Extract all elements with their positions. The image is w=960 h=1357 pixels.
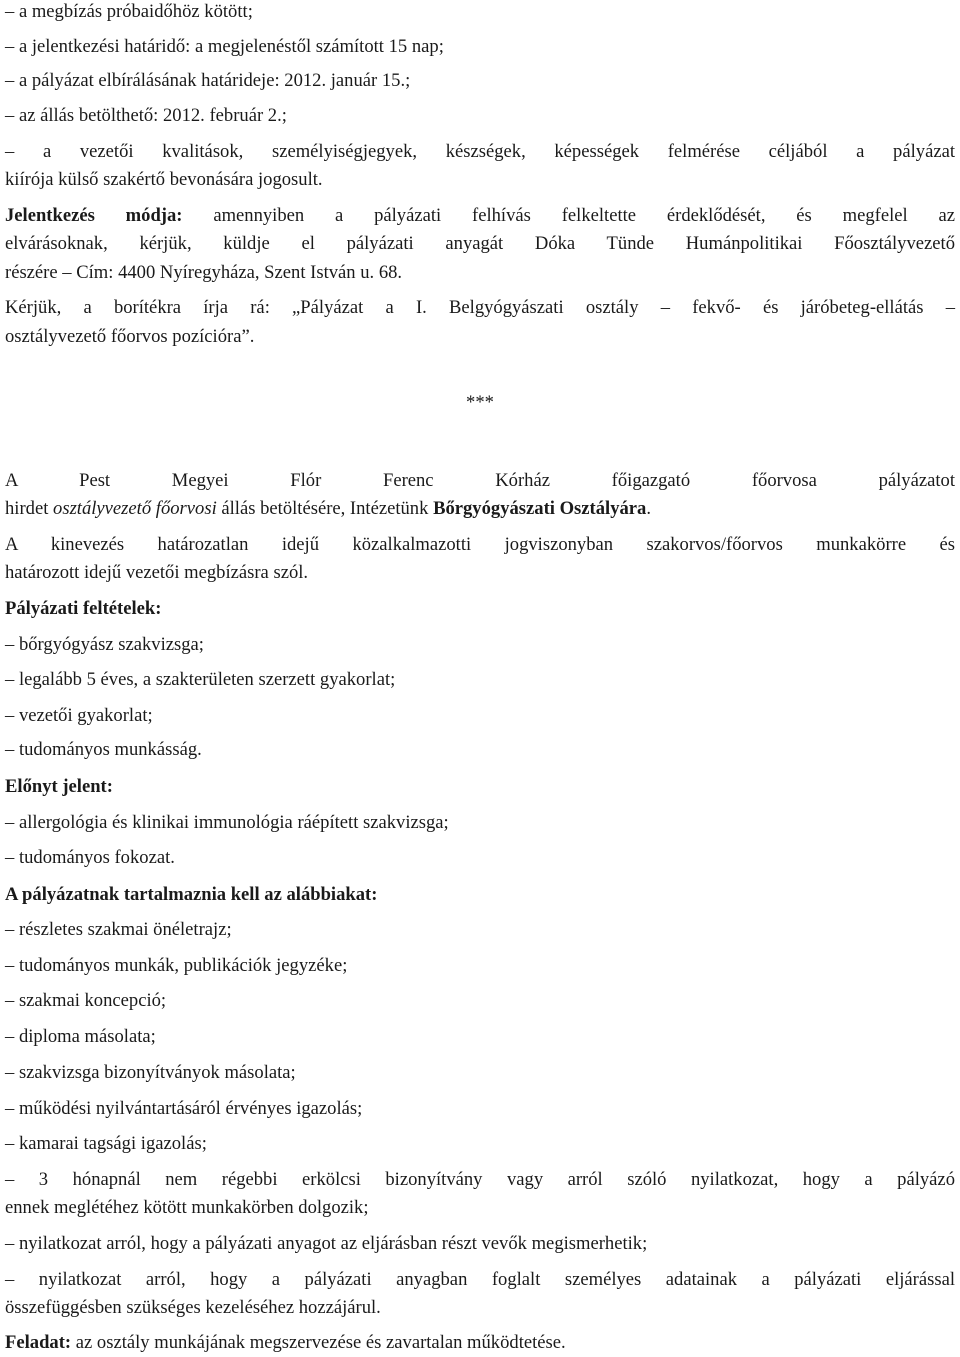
section-heading: Előnyt jelent: [5, 776, 113, 797]
list-item: – vezetői gyakorlat; [5, 705, 153, 726]
list-item: – tudományos fokozat. [5, 847, 175, 868]
paragraph-line: határozott idejű vezetői megbízásra szól. [5, 562, 309, 583]
paragraph-line: A Pest Megyei Flór Ferenc Kórház főigazgató főorvosa pályázatot [5, 470, 955, 491]
list-item: – tudományos munkák, publikációk jegyzéke; [5, 955, 348, 976]
list-item: – allergológia és klinikai immunológia ráépített szakvizsga; [5, 812, 449, 833]
position-title: osztályvezető főorvosi [53, 498, 217, 519]
list-item: – szakmai koncepció; [5, 990, 167, 1011]
list-item: – az állás betölthető: 2012. február 2.; [5, 105, 287, 126]
list-item: – a pályázat elbírálásának határideje: 2012. január 15.; [5, 70, 411, 91]
paragraph-line: A kinevezés határozatlan idejű közalkalmazotti jogviszonyban szakorvos/főorvos munkakörre és [5, 534, 955, 555]
list-item: – szakvizsga bizonyítványok másolata; [5, 1062, 296, 1083]
application-method-label: Jelentkezés módja: [5, 205, 183, 226]
paragraph-line: Kérjük, a borítékra írja rá: „Pályázat a I. Belgyógyászati osztály – fekvő- és járóbeteg-ellátás – [5, 297, 955, 318]
list-item: – legalább 5 éves, a szakterületen szerzett gyakorlat; [5, 669, 396, 690]
section-heading: Pályázati feltételek: [5, 598, 162, 619]
paragraph-line: osztályvezető főorvos pozícióra”. [5, 326, 255, 347]
paragraph-line: kiírója külső szakértő bevonására jogosult. [5, 169, 323, 190]
department-name: Bőrgyógyászati Osztályára [433, 498, 647, 519]
list-item: – a vezetői kvalitások, személyiségjegyek, készségek, képességek felmérése céljából a pályázat [5, 141, 955, 162]
paragraph-line: elvárásoknak, kérjük, küldje el pályázati anyagát Dóka Tünde Humánpolitikai Főosztályvezető [5, 233, 955, 254]
list-item: – működési nyilvántartásáról érvényes igazolás; [5, 1098, 363, 1119]
list-item: – kamarai tagsági igazolás; [5, 1133, 207, 1154]
list-item: – részletes szakmai önéletrajz; [5, 919, 232, 940]
section-heading: A pályázatnak tartalmaznia kell az alábbiakat: [5, 884, 378, 905]
application-method-line [5, 205, 955, 227]
list-item-continuation: összefüggésben szükséges kezeléséhez hozzájárul. [5, 1297, 381, 1318]
task-label: Feladat: [5, 1332, 72, 1353]
list-item: – a jelentkezési határidő: a megjelenéstől számított 15 nap; [5, 36, 444, 57]
paragraph-text: állás betöltésére, Intézetünk [216, 498, 434, 519]
list-item: – a megbízás próbaidőhöz kötött; [5, 1, 253, 22]
task-line [5, 1332, 955, 1354]
list-item: – nyilatkozat arról, hogy a pályázati anyagban foglalt személyes adatainak a pályázati eljárással [5, 1269, 955, 1290]
paragraph-text: amennyiben a pályázati felhívás felkeltette érdeklődését, és megfelel az [182, 205, 955, 226]
list-item-continuation: ennek meglétéhez kötött munkakörben dolgozik; [5, 1197, 369, 1218]
list-item: – tudományos munkásság. [5, 739, 202, 760]
paragraph-text: hirdet [5, 498, 54, 519]
list-item: – bőrgyógyász szakvizsga; [5, 634, 204, 655]
list-item: – nyilatkozat arról, hogy a pályázati anyagot az eljárásban részt vevők megismerhetik; [5, 1233, 648, 1254]
paragraph-line: részére – Cím: 4400 Nyíregyháza, Szent István u. 68. [5, 262, 403, 283]
list-item: – 3 hónapnál nem régebbi erkölcsi bizonyítvány vagy arról szóló nyilatkozat, hogy a pályázó [5, 1169, 955, 1190]
paragraph-text: . [646, 498, 651, 519]
list-item: – diploma másolata; [5, 1026, 156, 1047]
paragraph-text: az osztály munkájának megszervezése és zavartalan működtetése. [71, 1332, 566, 1353]
announcement-line [5, 498, 955, 520]
section-separator: *** [466, 392, 494, 413]
